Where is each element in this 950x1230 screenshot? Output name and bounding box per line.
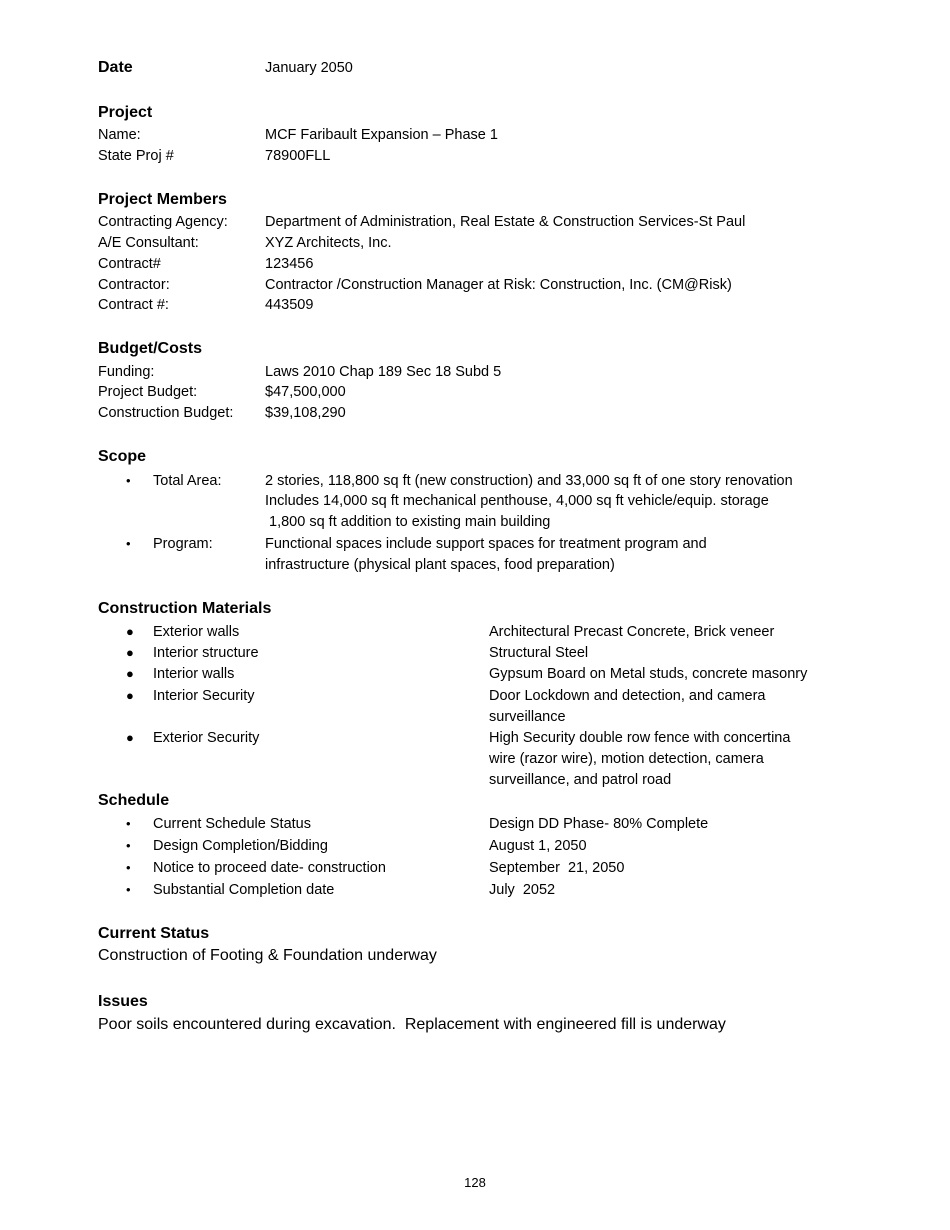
project-name-value: MCF Faribault Expansion – Phase 1	[265, 127, 498, 143]
material-value: surveillance, and patrol road	[489, 772, 672, 788]
date-value: January 2050	[265, 60, 353, 76]
project-heading: Project	[98, 104, 153, 121]
scope-bullet: •	[126, 536, 131, 551]
materials-heading: Construction Materials	[98, 600, 272, 617]
program-label: Program:	[153, 536, 213, 552]
material-label: Interior Security	[153, 688, 255, 704]
schedule-label: Current Schedule Status	[153, 816, 311, 832]
schedule-value: September 21, 2050	[489, 860, 625, 876]
funding-value: Laws 2010 Chap 189 Sec 18 Subd 5	[265, 364, 502, 380]
project-budget-label: Project Budget:	[98, 384, 198, 400]
page-number: 128	[464, 1175, 486, 1190]
materials-bullet: ●	[126, 688, 134, 703]
contract-number-2-label: Contract #:	[98, 297, 169, 313]
funding-label: Funding:	[98, 364, 155, 380]
scope-bullet: •	[126, 473, 131, 488]
ae-consultant-label: A/E Consultant:	[98, 235, 199, 251]
material-label: Interior walls	[153, 666, 235, 682]
state-proj-value: 78900FLL	[265, 148, 331, 164]
material-value: Gypsum Board on Metal studs, concrete masonry	[489, 666, 808, 682]
materials-bullet: ●	[126, 645, 134, 660]
issues-heading: Issues	[98, 993, 148, 1010]
material-value: surveillance	[489, 709, 566, 725]
state-proj-label: State Proj #	[98, 148, 174, 164]
material-value: Structural Steel	[489, 645, 589, 661]
current-status-text: Construction of Footing & Foundation underway	[98, 947, 437, 964]
material-value: Door Lockdown and detection, and camera	[489, 688, 766, 704]
contracting-agency-label: Contracting Agency:	[98, 214, 228, 230]
construction-budget-label: Construction Budget:	[98, 405, 234, 421]
material-label: Interior structure	[153, 645, 259, 661]
total-area-line: 2 stories, 118,800 sq ft (new construction) and 33,000 sq ft of one story renovation	[265, 473, 793, 489]
schedule-label: Substantial Completion date	[153, 882, 335, 898]
total-area-label: Total Area:	[153, 473, 222, 489]
schedule-bullet: •	[126, 816, 131, 831]
members-heading: Project Members	[98, 191, 227, 208]
total-area-line: 1,800 sq ft addition to existing main building	[265, 514, 551, 530]
schedule-value: Design DD Phase- 80% Complete	[489, 816, 709, 832]
contractor-value: Contractor /Construction Manager at Risk: Construction, Inc. (CM@Risk)	[265, 277, 732, 293]
contracting-agency-value: Department of Administration, Real Estate & Construction Services-St Paul	[265, 214, 746, 230]
project-budget-value: $47,500,000	[265, 384, 346, 400]
issues-text: Poor soils encountered during excavation. Replacement with engineered fill is underway	[98, 1016, 726, 1033]
materials-bullet: ●	[126, 730, 134, 745]
schedule-label: Notice to proceed date- construction	[153, 860, 386, 876]
construction-budget-value: $39,108,290	[265, 405, 346, 421]
program-line: infrastructure (physical plant spaces, food preparation)	[265, 557, 615, 573]
scope-heading: Scope	[98, 448, 147, 465]
contract-number-label: Contract#	[98, 256, 161, 272]
material-label: Exterior Security	[153, 730, 260, 746]
material-value: wire (razor wire), motion detection, camera	[489, 751, 764, 767]
date-heading: Date	[98, 59, 133, 76]
schedule-heading: Schedule	[98, 792, 170, 809]
materials-bullet: ●	[126, 624, 134, 639]
current-status-heading: Current Status	[98, 925, 210, 942]
project-name-label: Name:	[98, 127, 141, 143]
ae-consultant-value: XYZ Architects, Inc.	[265, 235, 392, 251]
schedule-bullet: •	[126, 882, 131, 897]
total-area-line: Includes 14,000 sq ft mechanical penthouse, 4,000 sq ft vehicle/equip. storage	[265, 493, 769, 509]
schedule-label: Design Completion/Bidding	[153, 838, 328, 854]
program-line: Functional spaces include support spaces for treatment program and	[265, 536, 707, 552]
contract-number-2-value: 443509	[265, 297, 314, 313]
material-label: Exterior walls	[153, 624, 240, 640]
schedule-bullet: •	[126, 860, 131, 875]
schedule-value: July 2052	[489, 882, 556, 898]
material-value: High Security double row fence with concertina	[489, 730, 791, 746]
budget-heading: Budget/Costs	[98, 340, 202, 357]
material-value: Architectural Precast Concrete, Brick veneer	[489, 624, 775, 640]
schedule-value: August 1, 2050	[489, 838, 587, 854]
materials-bullet: ●	[126, 666, 134, 681]
contract-number-value: 123456	[265, 256, 314, 272]
contractor-label: Contractor:	[98, 277, 170, 293]
schedule-bullet: •	[126, 838, 131, 853]
